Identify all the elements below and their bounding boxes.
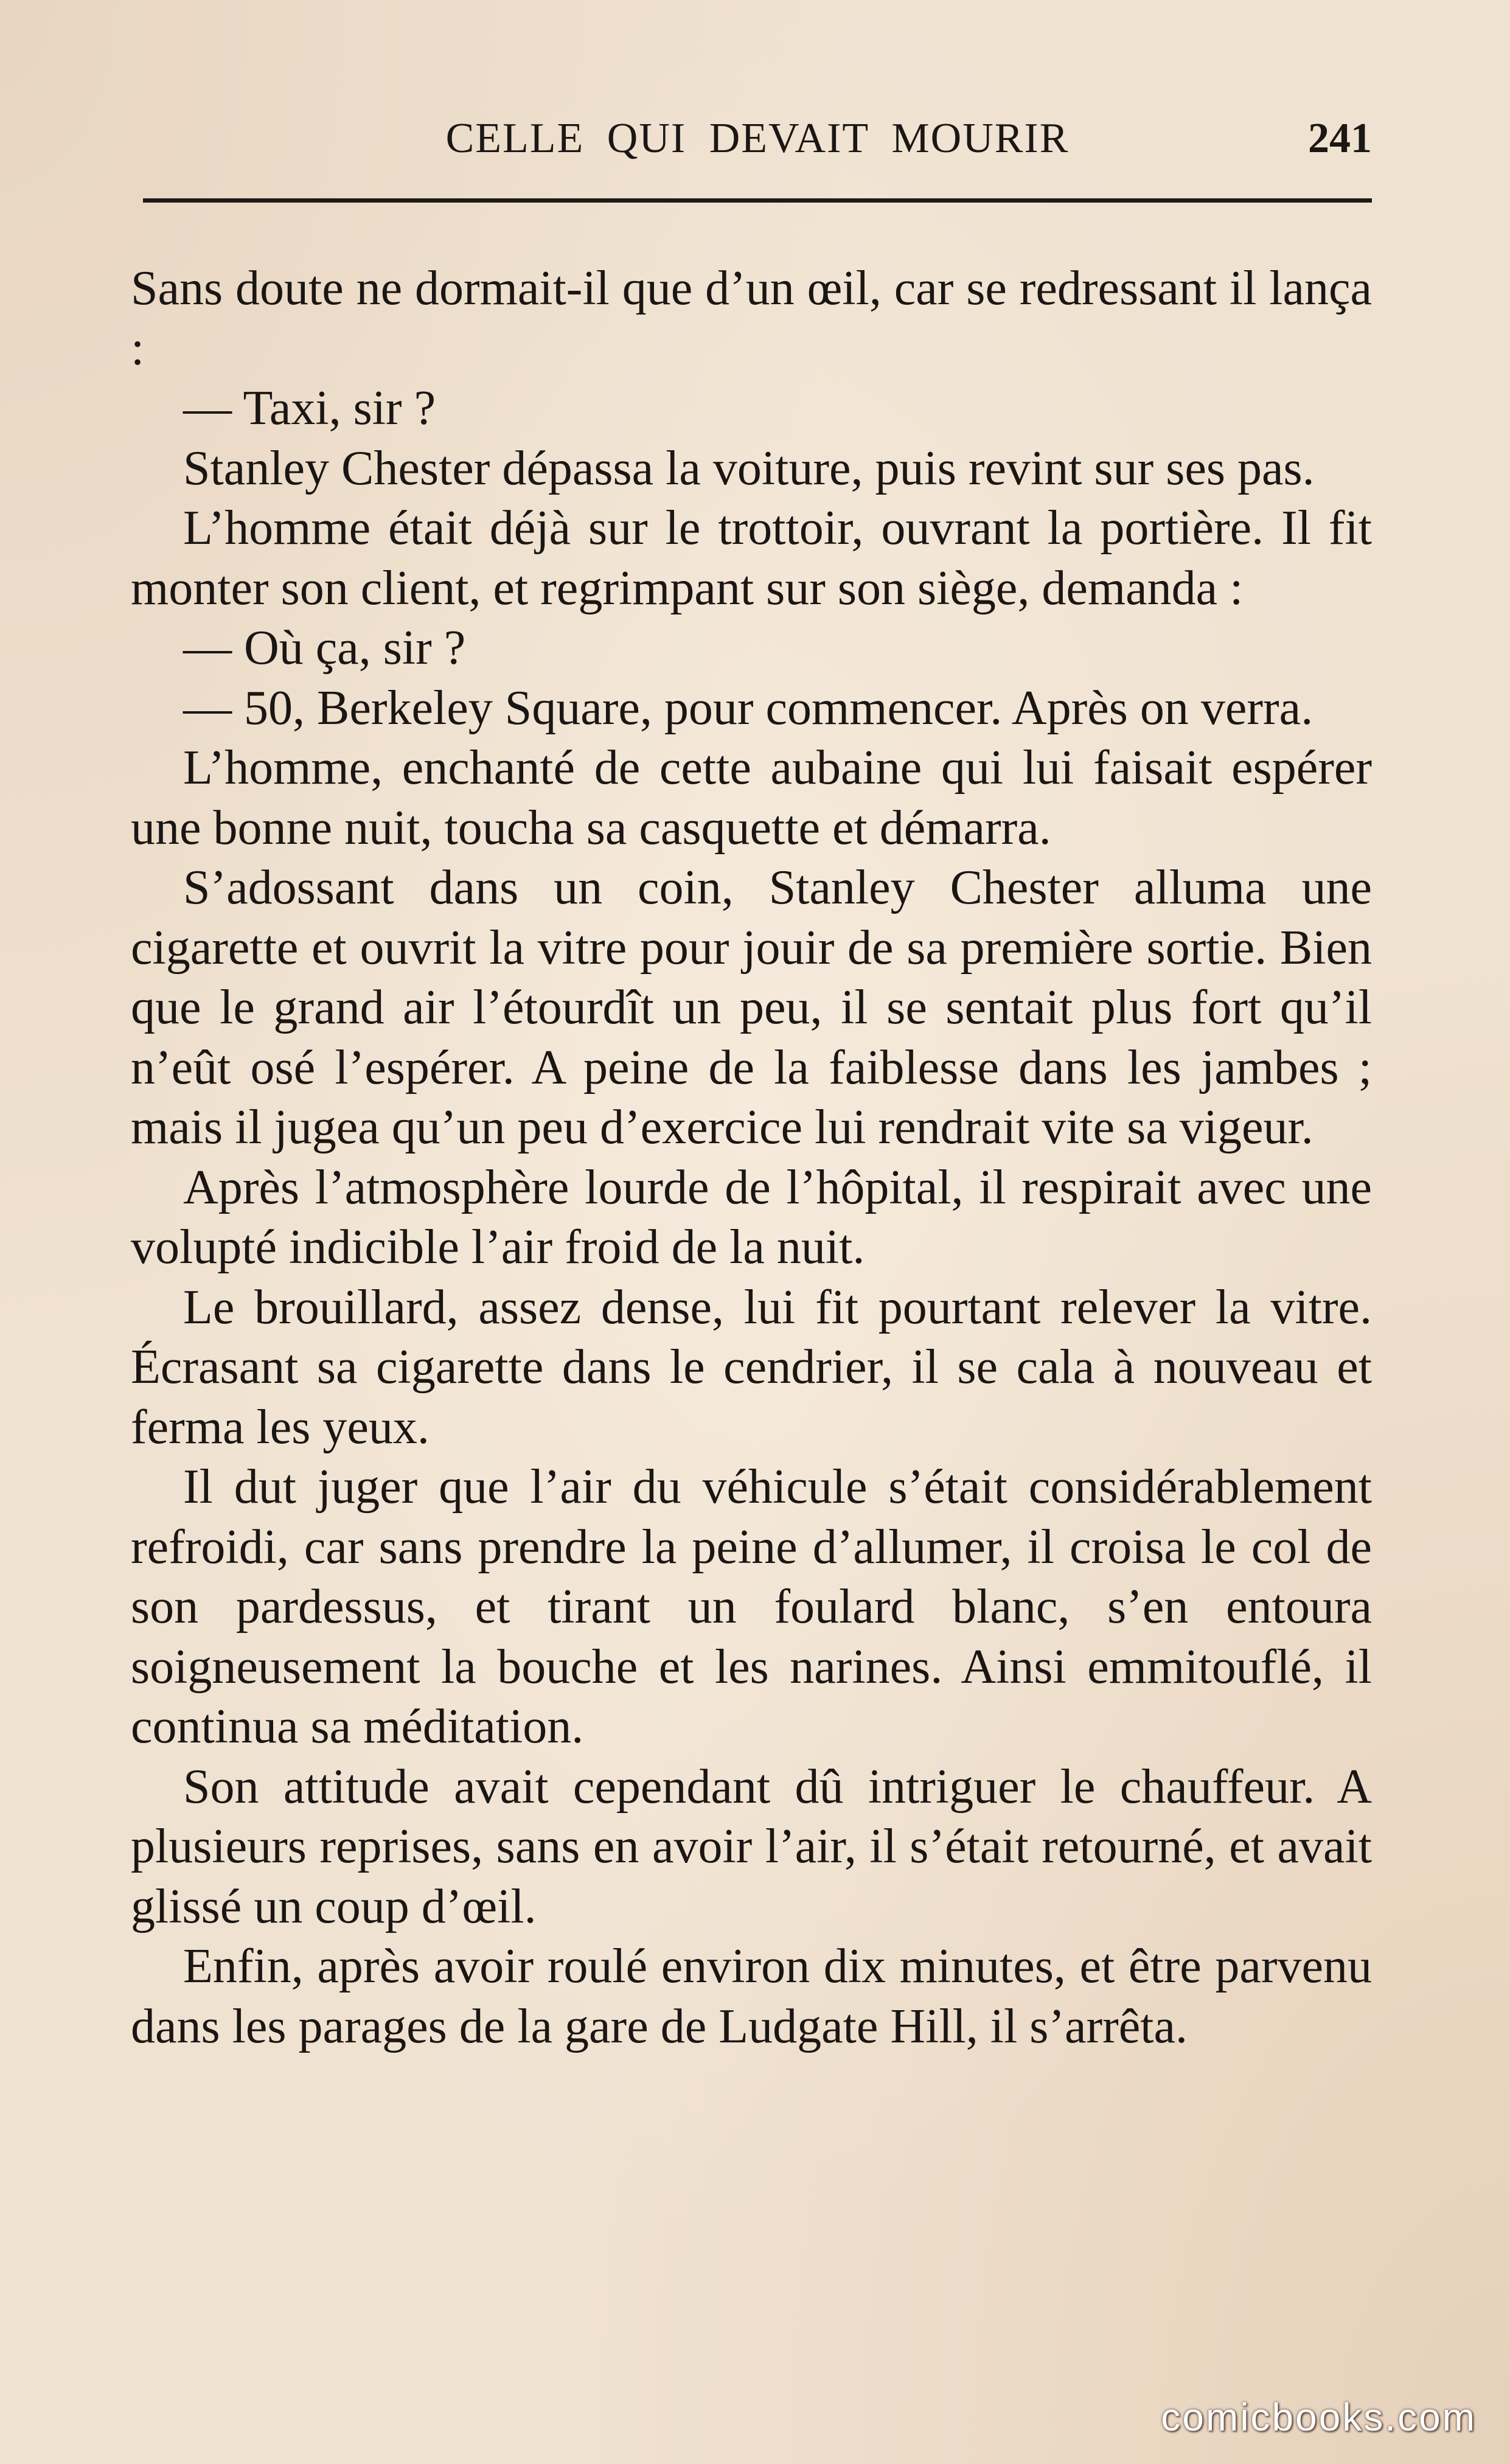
watermark: comicbooks.com bbox=[1161, 2395, 1477, 2439]
paragraph: Après l’atmosphère lourde de l’hôpital, il respirait avec une volupté indicible l’air froid de la nuit. bbox=[131, 1160, 1372, 1274]
paragraph: — Où ça, sir ? bbox=[183, 621, 466, 675]
paragraph: Sans doute ne dormait-il que d’un œil, car se redressant il lança : bbox=[131, 262, 1372, 375]
paragraph: Il dut juger que l’air du véhicule s’était considérablement refroidi, car sans prendre la peine d’allumer, il croisa le col de son pardessus, et tirant un foulard blanc, s’en entoura soigneusement la bouche et les narines. Ainsi emmitouflé, il continua sa méditation. bbox=[131, 1460, 1372, 1753]
paragraph: Son attitude avait cependant dû intriguer le chauffeur. A plusieurs reprises, sans en avoir l’air, il s’était retourné, et avait glissé un coup d’œil. bbox=[131, 1759, 1372, 1933]
paragraph: L’homme était déjà sur le trottoir, ouvrant la portière. Il fit monter son client, et regrimpant sur son siège, demanda : bbox=[131, 501, 1372, 615]
paragraph: L’homme, enchanté de cette aubaine qui lui faisait espérer une bonne nuit, toucha sa casquette et démarra. bbox=[131, 741, 1372, 855]
paragraph: Le brouillard, assez dense, lui fit pourtant relever la vitre. Écrasant sa cigarette dans le cendrier, il se cala à nouveau et ferma les yeux. bbox=[131, 1280, 1372, 1454]
body-text bbox=[131, 259, 1372, 2056]
paragraph: Enfin, après avoir roulé environ dix minutes, et être parvenu dans les parages de la gare de Ludgate Hill, il s’arrêta. bbox=[131, 1940, 1372, 2053]
running-header bbox=[143, 114, 1372, 181]
running-title: CELLE QUI DEVAIT MOURIR bbox=[445, 115, 1070, 162]
header-rule bbox=[143, 198, 1372, 203]
paragraph: — Taxi, sir ? bbox=[183, 381, 436, 435]
page-number: 241 bbox=[1308, 115, 1372, 162]
paragraph: — 50, Berkeley Square, pour commencer. Après on verra. bbox=[183, 681, 1313, 735]
paragraph: S’adossant dans un coin, Stanley Chester alluma une cigarette et ouvrit la vitre pour jouir de sa première sortie. Bien que le grand air l’étourdît un peu, il se sentait plus fort qu’il n’eût osé l’espérer. A peine de la faiblesse dans les jambes ; mais il jugea qu’un peu d’exercice lui rendrait vite sa vigeur. bbox=[131, 861, 1372, 1154]
paragraph: Stanley Chester dépassa la voiture, puis revint sur ses pas. bbox=[183, 441, 1315, 495]
